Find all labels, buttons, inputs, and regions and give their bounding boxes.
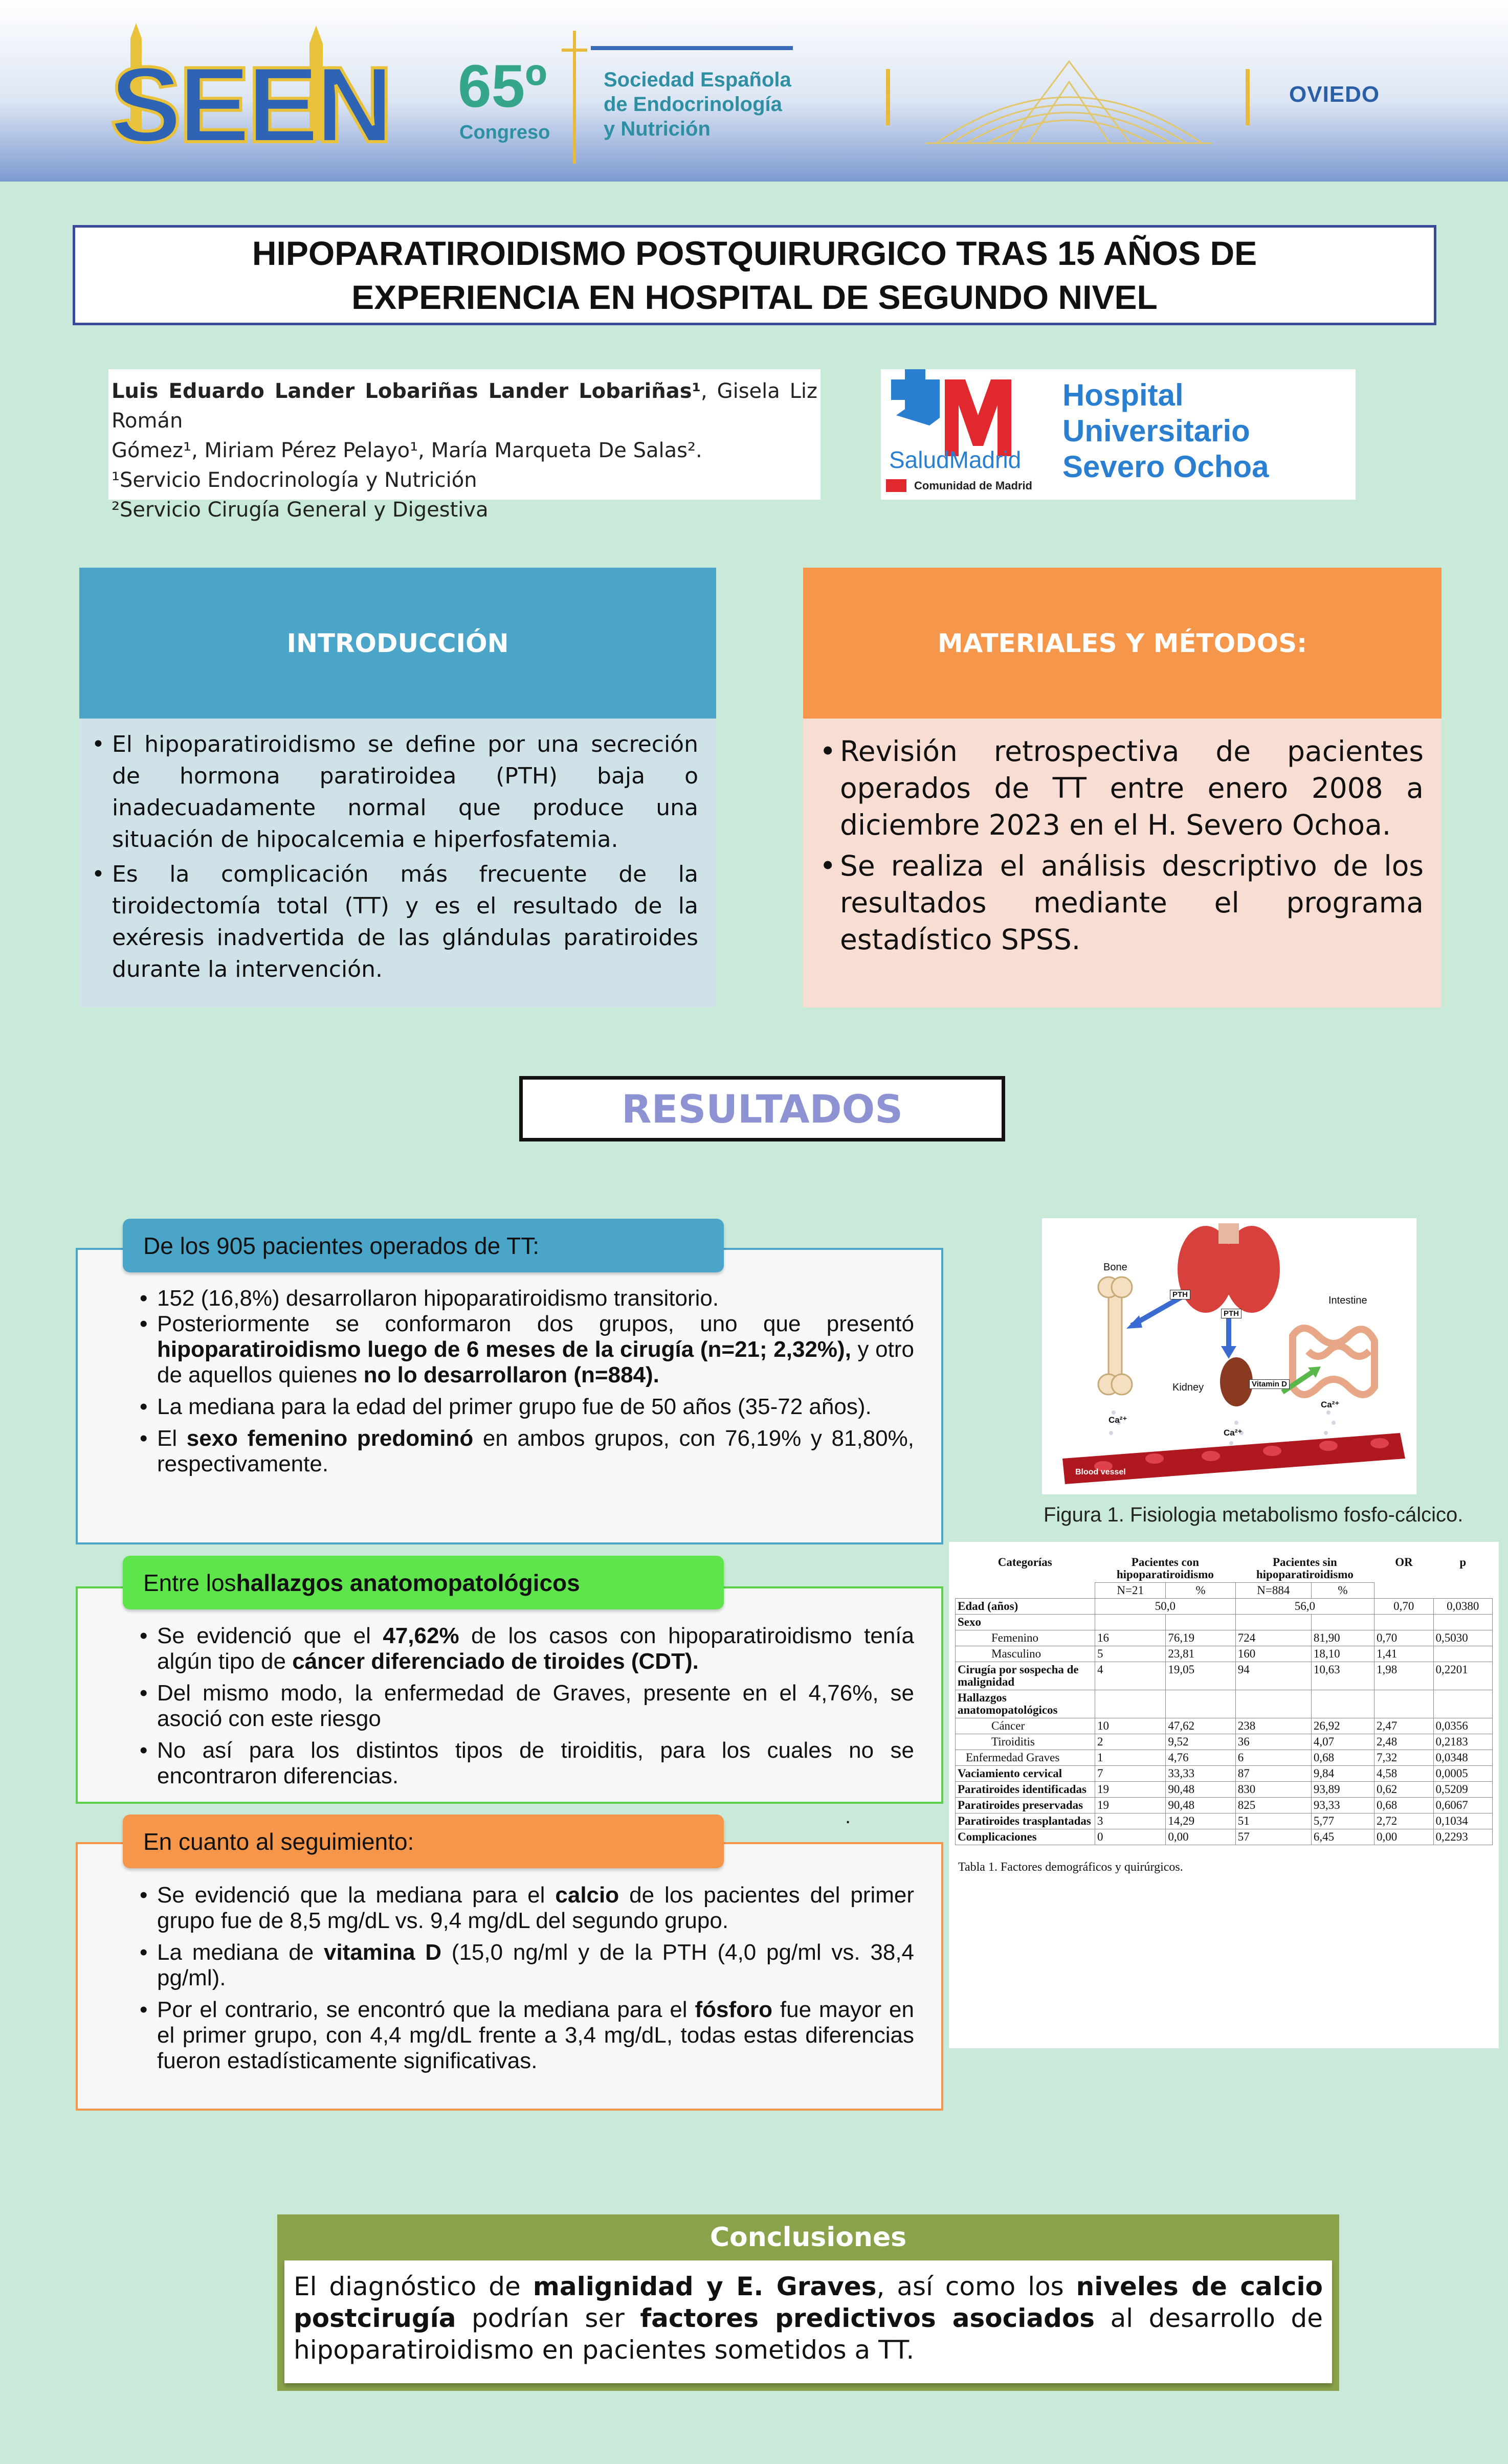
seen-logo-text: SEEN (110, 44, 390, 165)
society-name: Sociedad Española de Endocrinología y Nutrición (604, 69, 791, 140)
result-bullet: • El sexo femenino predominó en ambos grupos, con 76,19% y 81,80%, respectivamente. (137, 1426, 914, 1477)
thyroid-icon (1178, 1223, 1280, 1313)
header-separator (886, 69, 890, 125)
result-sub-bullet: • • Posteriormente se conformaron dos grupos, uno que presentó hipoparatiroidismo luego de 6 meses de la cirugía (n=21; 2,32%), y otro de aquellos quienes no lo desarrollaron (n=884). (137, 1311, 914, 1388)
table-cell: 2,48 (1374, 1734, 1434, 1750)
congress-cross (562, 31, 587, 164)
table-row-label: Sexo (956, 1615, 1095, 1630)
hospital-logo (881, 369, 1356, 500)
table-cell: 14,29 (1166, 1813, 1235, 1829)
results-panel-followup (76, 1842, 943, 2111)
table-row (956, 1813, 1493, 1829)
table-cell: 16 (1095, 1630, 1166, 1646)
table-cell: 2,47 (1374, 1718, 1434, 1734)
table-header: Pacientes sin hipoparatiroidismo (1235, 1555, 1374, 1583)
results-table (955, 1555, 1493, 1845)
table-cell: 3 (1095, 1813, 1166, 1829)
table-row-label: Tiroiditis (956, 1734, 1095, 1750)
table-subheader: N=21 (1095, 1583, 1166, 1599)
table-row-label: Complicaciones (956, 1829, 1095, 1845)
label-bone: Bone (1103, 1262, 1127, 1273)
table-cell: 76,19 (1166, 1630, 1235, 1646)
table-row-label: Paratiroides preservadas (956, 1798, 1095, 1813)
table-cell: 4 (1095, 1662, 1166, 1690)
congress-word: Congreso (459, 122, 550, 143)
label-calcium: Ca²⁺ (1108, 1415, 1127, 1425)
table-cell: 10,63 (1311, 1662, 1374, 1690)
table-row-label: Enfermedad Graves (956, 1750, 1095, 1766)
table-cell: 7 (1095, 1766, 1166, 1782)
table-row (956, 1829, 1493, 1845)
table-cell: 830 (1235, 1782, 1311, 1798)
table-cell: 0,70 (1374, 1599, 1434, 1615)
table-cell: 238 (1235, 1718, 1311, 1734)
calcium-metabolism-figure (1042, 1218, 1416, 1494)
table-cell: 0,5209 (1433, 1782, 1493, 1798)
table-cell: 23,81 (1166, 1646, 1235, 1662)
table-row-label: Vaciamiento cervical (956, 1766, 1095, 1782)
table-row (956, 1646, 1493, 1662)
table-row-label: Hallazgos anatomopatológicos (956, 1690, 1095, 1718)
authors-block: Luis Eduardo Lander Lobariñas Lander Lobariñas¹, Gisela Liz Román Gómez¹, Miriam Pérez Pelayo¹, María Marqueta De Salas². ¹Servicio Endocrinología y Nutrición ²Servicio Cirugía General y Digestiva (108, 369, 820, 500)
table-cell: 160 (1235, 1646, 1311, 1662)
table-cell: 1,41 (1374, 1646, 1434, 1662)
table-subheader: % (1311, 1583, 1374, 1599)
methods-bullet: • Revisión retrospectiva de pacientes operados de TT entre enero 2008 a diciembre 2023 en el H. Severo Ochoa. (817, 733, 1424, 843)
table-cell: 90,48 (1166, 1782, 1235, 1798)
table-row-label: Cáncer (956, 1718, 1095, 1734)
table-cell (1433, 1690, 1493, 1718)
table-cell: 0,2293 (1433, 1829, 1493, 1845)
table-header-row (956, 1555, 1493, 1583)
result-bullet: • Por el contrario, se encontró que la mediana para el fósforo fue mayor en el primer grupo, con 4,4 mg/dL frente a 3,4 mg/dL, todas estas diferencias fueron estadísticamente significativas. (137, 1997, 914, 2074)
table-cell: 0,68 (1311, 1750, 1374, 1766)
table-cell: 2 (1095, 1734, 1166, 1750)
intro-header (79, 568, 716, 719)
table-cell: 57 (1235, 1829, 1311, 1845)
table-cell: 9,84 (1311, 1766, 1374, 1782)
table-cell: 0,0005 (1433, 1766, 1493, 1782)
table-cell: 1,98 (1374, 1662, 1434, 1690)
city-name: OVIEDO (1289, 82, 1380, 107)
intro-bullet: • Es la complicación más frecuente de la tiroidectomía total (TT) y es el resultado de la exéresis inadvertida de las glándulas paratiroides durante la intervención. (90, 859, 698, 985)
table-row (956, 1734, 1493, 1750)
table-cell: 0,00 (1374, 1829, 1434, 1845)
table-cell: 19 (1095, 1782, 1166, 1798)
label-calcium: Ca²⁺ (1321, 1400, 1340, 1409)
table-cell: 33,33 (1166, 1766, 1235, 1782)
label-vitamin-d: Vitamin D (1249, 1379, 1290, 1389)
table-cell: 0,70 (1374, 1630, 1434, 1646)
table-cell: 4,76 (1166, 1750, 1235, 1766)
society-bar (591, 46, 793, 50)
seen-logo (110, 23, 390, 165)
label-intestine: Intestine (1328, 1295, 1367, 1306)
table-subheader: N=884 (1235, 1583, 1311, 1599)
table-subheader: % (1166, 1583, 1235, 1599)
table-cell: 5 (1095, 1646, 1166, 1662)
table-cell: 0,6067 (1433, 1798, 1493, 1813)
table-cell (1433, 1646, 1493, 1662)
table-row-label: Paratiroides trasplantadas (956, 1813, 1095, 1829)
conclusions-text: El diagnóstico de malignidad y E. Graves, así como los niveles de calcio postcirugía podrían ser factores predictivos asociados al desarrollo de hipoparatiroidismo en pacientes sometidos a TT. (284, 2260, 1332, 2383)
table-cell: 6,45 (1311, 1829, 1374, 1845)
intro-bullet: • El hipoparatiroidismo se define por una secreción de hormona paratiroidea (PTH) baja o inadecuadamente normal que produce una situación de hipocalcemia e hiperfosfatemia. (90, 729, 698, 856)
result-bullet: • Se evidenció que la mediana para el calcio de los pacientes del primer grupo fue de 8,5 mg/dL vs. 9,4 mg/dL del segundo grupo. (137, 1883, 914, 1934)
methods-bullet: • Se realiza el análisis descriptivo de los resultados mediante el programa estadístico SPSS. (817, 847, 1424, 958)
table-cell: 18,10 (1311, 1646, 1374, 1662)
table-cell: 0,62 (1374, 1782, 1434, 1798)
results-pill-patients: De los 905 pacientes operados de TT: (123, 1219, 724, 1272)
poster-title: HIPOPARATIROIDISMO POSTQUIRURGICO TRAS 15 AÑOS DE EXPERIENCIA EN HOSPITAL DE SEGUNDO NIVEL (252, 234, 1257, 316)
methods-heading: MATERIALES Y MÉTODOS: (937, 628, 1307, 658)
conclusions-panel (277, 2214, 1339, 2391)
table-cell (1166, 1615, 1235, 1630)
table-row-label: Cirugía por sospecha de malignidad (956, 1662, 1095, 1690)
table-cell: 0 (1095, 1829, 1166, 1845)
hospital-name: Hospital Universitario Severo Ochoa (1062, 378, 1269, 484)
result-bullet: • 152 (16,8%) desarrollaron hipoparatiroidismo transitorio. (137, 1286, 914, 1311)
table-row-label: Femenino (956, 1630, 1095, 1646)
table-row (956, 1798, 1493, 1813)
table-cell (1374, 1615, 1434, 1630)
table-cell: 4,58 (1374, 1766, 1434, 1782)
table-header: OR (1374, 1555, 1434, 1599)
result-bullet: • La mediana de vitamina D (15,0 ng/ml y de la PTH (4,0 pg/ml vs. 38,4 pg/ml). (137, 1940, 914, 1991)
table-cell: 724 (1235, 1630, 1311, 1646)
table-cell (1166, 1690, 1235, 1718)
table-cell: 87 (1235, 1766, 1311, 1782)
methods-body (803, 719, 1442, 1007)
result-bullet: • La mediana para la edad del primer grupo fue de 50 años (35-72 años). (137, 1394, 914, 1420)
intro-heading: INTRODUCCIÓN (286, 628, 509, 658)
table-row (956, 1718, 1493, 1734)
table-cell: 0,5030 (1433, 1630, 1493, 1646)
table-cell: 825 (1235, 1798, 1311, 1813)
table-cell: 0,1034 (1433, 1813, 1493, 1829)
results-panel-patients (76, 1248, 943, 1544)
table-cell: 0,00 (1166, 1829, 1235, 1845)
table-row-label: Masculino (956, 1646, 1095, 1662)
table-cell (1095, 1690, 1166, 1718)
title-box (73, 225, 1436, 325)
table-row (956, 1662, 1493, 1690)
table-cell: 47,62 (1166, 1718, 1235, 1734)
results-table-panel (949, 1542, 1499, 2048)
salud-madrid-text: SaludMadrid (889, 446, 1022, 473)
table-row (956, 1615, 1493, 1630)
table-cell (1311, 1615, 1374, 1630)
table-cell: 0,0380 (1433, 1599, 1493, 1615)
table-cell: 9,52 (1166, 1734, 1235, 1750)
table-cell (1374, 1690, 1434, 1718)
results-pill-followup: En cuanto al seguimiento: (123, 1815, 724, 1868)
intro-body (79, 719, 716, 1007)
table-cell (1235, 1615, 1311, 1630)
salud-madrid-icon (886, 369, 1011, 492)
table-row (956, 1750, 1493, 1766)
kidney-icon (1220, 1357, 1253, 1406)
table-row-label: Paratiroides identificadas (956, 1782, 1095, 1798)
comunidad-text: Comunidad de Madrid (914, 479, 1032, 492)
congress-number: 65º (458, 53, 547, 120)
table-cell: 6 (1235, 1750, 1311, 1766)
label-calcium: Ca²⁺ (1224, 1428, 1243, 1438)
table-row (956, 1599, 1493, 1615)
results-header (519, 1076, 1005, 1141)
result-bullet: • No así para los distintos tipos de tiroiditis, para los cuales no se encontraron diferencias. (137, 1738, 914, 1789)
result-subgroup (137, 1311, 914, 1388)
table-cell: 90,48 (1166, 1798, 1235, 1813)
table-cell: 5,77 (1311, 1813, 1374, 1829)
table-row (956, 1766, 1493, 1782)
architecture-logo (916, 41, 1223, 153)
table-cell: 93,33 (1311, 1798, 1374, 1813)
table-row-label: Edad (años) (956, 1599, 1095, 1615)
table-caption: Tabla 1. Factores demográficos y quirúrgicos. (958, 1861, 1183, 1874)
conclusions-heading: Conclusiones (709, 2222, 907, 2253)
table-header: Pacientes con hipoparatiroidismo (1095, 1555, 1236, 1583)
table-cell: 36 (1235, 1734, 1311, 1750)
table-cell: 26,92 (1311, 1718, 1374, 1734)
label-pth: PTH (1221, 1309, 1241, 1318)
table-cell: 7,32 (1374, 1750, 1434, 1766)
table-cell: 0,0356 (1433, 1718, 1493, 1734)
table-cell: 56,0 (1235, 1599, 1374, 1615)
table-header: Categorías (956, 1555, 1095, 1599)
label-blood-vessel: Blood vessel (1075, 1468, 1126, 1476)
result-bullet: • Del mismo modo, la enfermedad de Graves, presente en el 4,76%, se asoció con este riesgo (137, 1681, 914, 1732)
table-cell: 81,90 (1311, 1630, 1374, 1646)
table-cell: 50,0 (1095, 1599, 1236, 1615)
table-cell: 2,72 (1374, 1813, 1434, 1829)
label-kidney: Kidney (1172, 1382, 1204, 1393)
table-cell: 19 (1095, 1798, 1166, 1813)
table-cell: 1 (1095, 1750, 1166, 1766)
stray-dot: . (845, 1805, 851, 1828)
table-cell (1095, 1615, 1166, 1630)
table-header: p (1433, 1555, 1493, 1599)
table-cell: 93,89 (1311, 1782, 1374, 1798)
table-cell: 94 (1235, 1662, 1311, 1690)
table-cell: 10 (1095, 1718, 1166, 1734)
label-pth: PTH (1170, 1290, 1190, 1300)
table-row (956, 1782, 1493, 1798)
table-cell (1311, 1690, 1374, 1718)
bone-icon (1098, 1277, 1132, 1395)
methods-header (803, 568, 1442, 719)
table-cell (1235, 1690, 1311, 1718)
result-bullet: • Se evidenció que el 47,62% de los casos con hipoparatiroidismo tenía algún tipo de cáncer diferenciado de tiroides (CDT). (137, 1623, 914, 1674)
table-cell (1433, 1615, 1493, 1630)
main-author: Luis Eduardo Lander Lobariñas Lander Lobariñas¹ (112, 379, 701, 403)
table-cell: 19,05 (1166, 1662, 1235, 1690)
results-heading: RESULTADOS (622, 1086, 903, 1132)
table-cell: 0,68 (1374, 1798, 1434, 1813)
table-row (956, 1630, 1493, 1646)
figure-caption: Figura 1. Fisiologia metabolismo fosfo-cálcico. (1044, 1504, 1463, 1526)
table-cell: 0,2183 (1433, 1734, 1493, 1750)
table-cell: 0,0348 (1433, 1750, 1493, 1766)
table-cell: 51 (1235, 1813, 1311, 1829)
table-row (956, 1690, 1493, 1718)
table-cell: 4,07 (1311, 1734, 1374, 1750)
results-pill-pathology: Entre los hallazgos anatomopatológicos (123, 1556, 724, 1609)
intestine-icon (1293, 1328, 1374, 1395)
table-cell: 0,2201 (1433, 1662, 1493, 1690)
header-separator (1246, 69, 1250, 125)
results-panel-pathology (76, 1586, 943, 1804)
